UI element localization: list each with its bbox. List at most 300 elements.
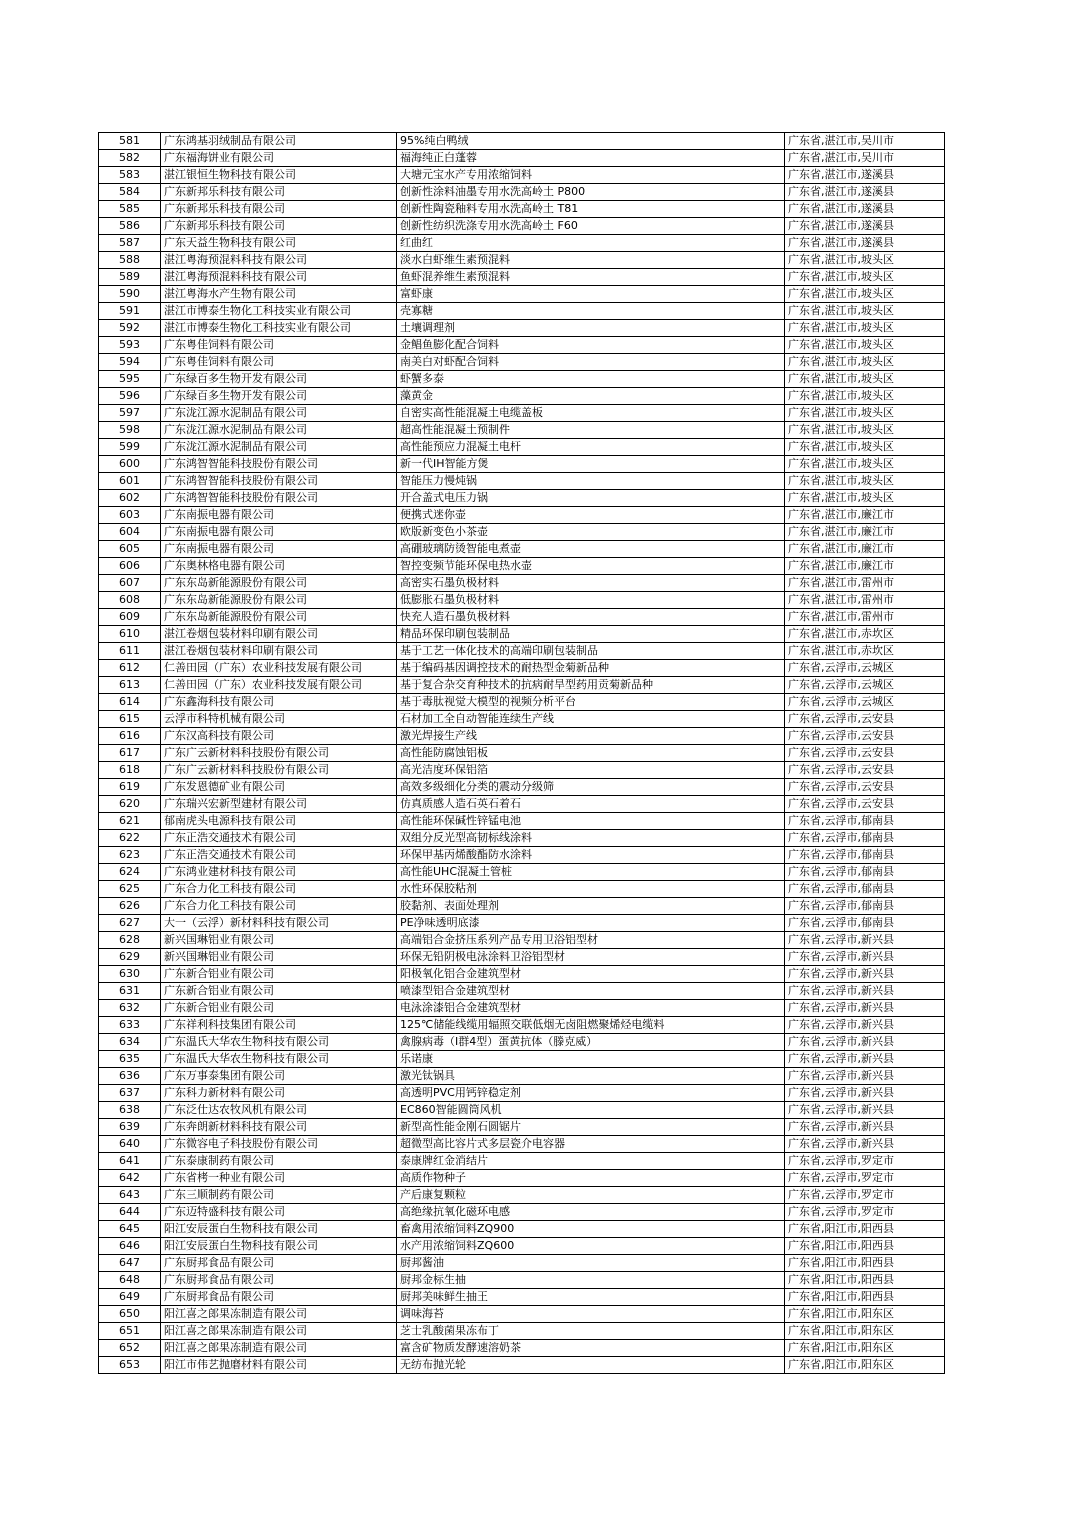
- product-name: 环保甲基丙烯酸酯防水涂料: [397, 847, 785, 864]
- table-row: [99, 1357, 945, 1374]
- row-number: 619: [99, 779, 161, 796]
- region: 广东省,云浮市,云城区: [785, 677, 945, 694]
- region: 广东省,湛江市,雷州市: [785, 609, 945, 626]
- region: 广东省,云浮市,罗定市: [785, 1170, 945, 1187]
- row-number: 651: [99, 1323, 161, 1340]
- product-name: 土壤调理剂: [397, 320, 785, 337]
- row-number: 641: [99, 1153, 161, 1170]
- region: 广东省,云浮市,云安县: [785, 779, 945, 796]
- table-row: [99, 1017, 945, 1034]
- table-row: [99, 1102, 945, 1119]
- company-name: 广东微容电子科技股份有限公司: [161, 1136, 397, 1153]
- region: 广东省,云浮市,云城区: [785, 660, 945, 677]
- table-row: [99, 524, 945, 541]
- company-name: 广东合力化工科技有限公司: [161, 881, 397, 898]
- row-number: 616: [99, 728, 161, 745]
- company-name: 广东合力化工科技有限公司: [161, 898, 397, 915]
- company-name: 广东鸿智智能科技股份有限公司: [161, 490, 397, 507]
- region: 广东省,湛江市,遂溪县: [785, 201, 945, 218]
- product-name: 胶黏剂、表面处理剂: [397, 898, 785, 915]
- company-name: 广东厨邦食品有限公司: [161, 1289, 397, 1306]
- company-name: 阳江喜之郎果冻制造有限公司: [161, 1340, 397, 1357]
- product-name: 高性能预应力混凝土电杆: [397, 439, 785, 456]
- company-name: 广东新合铝业有限公司: [161, 966, 397, 983]
- company-name: 广东鸿智智能科技股份有限公司: [161, 473, 397, 490]
- company-name: 湛江银恒生物科技有限公司: [161, 167, 397, 184]
- region: 广东省,湛江市,坡头区: [785, 439, 945, 456]
- table-row: [99, 1051, 945, 1068]
- product-name: 阳极氧化铝合金建筑型材: [397, 966, 785, 983]
- company-name: 广东泷江源水泥制品有限公司: [161, 439, 397, 456]
- product-name: 双组分反光型高韧标线涂料: [397, 830, 785, 847]
- table-row: [99, 609, 945, 626]
- product-name: 高透明PVC用钙锌稳定剂: [397, 1085, 785, 1102]
- row-number: 602: [99, 490, 161, 507]
- product-name: 基于毒肽视觉大模型的视频分析平台: [397, 694, 785, 711]
- row-number: 622: [99, 830, 161, 847]
- region: 广东省,阳江市,阳东区: [785, 1323, 945, 1340]
- product-name: 产后康复颗粒: [397, 1187, 785, 1204]
- company-name: 广东迈特盛科技有限公司: [161, 1204, 397, 1221]
- region: 广东省,云浮市,新兴县: [785, 966, 945, 983]
- product-name: 富含矿物质发酵速溶奶茶: [397, 1340, 785, 1357]
- product-name: 畜禽用浓缩饲料ZQ900: [397, 1221, 785, 1238]
- row-number: 636: [99, 1068, 161, 1085]
- row-number: 653: [99, 1357, 161, 1374]
- table-row: [99, 762, 945, 779]
- product-name: 新一代IH智能方煲: [397, 456, 785, 473]
- region: 广东省,云浮市,新兴县: [785, 1102, 945, 1119]
- table-row: [99, 1170, 945, 1187]
- company-name: 阳江市伟艺抛磨材料有限公司: [161, 1357, 397, 1374]
- product-name: 南美白对虾配合饲料: [397, 354, 785, 371]
- company-name: 阳江安辰蛋白生物科技有限公司: [161, 1238, 397, 1255]
- company-name: 广东瑞兴宏新型建材有限公司: [161, 796, 397, 813]
- product-name: 金鲳鱼膨化配合饲料: [397, 337, 785, 354]
- row-number: 645: [99, 1221, 161, 1238]
- row-number: 627: [99, 915, 161, 932]
- row-number: 630: [99, 966, 161, 983]
- region: 广东省,湛江市,坡头区: [785, 490, 945, 507]
- table-row: [99, 660, 945, 677]
- company-name: 广东泛仕达农牧风机有限公司: [161, 1102, 397, 1119]
- product-name: 环保无铅阴极电泳涂料卫浴铝型材: [397, 949, 785, 966]
- product-name: 大塘元宝水产专用浓缩饲料: [397, 167, 785, 184]
- region: 广东省,湛江市,遂溪县: [785, 218, 945, 235]
- region: 广东省,湛江市,廉江市: [785, 558, 945, 575]
- product-name: 欧版新变色小茶壶: [397, 524, 785, 541]
- product-name: 高绝缘抗氧化磁环电感: [397, 1204, 785, 1221]
- product-name: 高质作物种子: [397, 1170, 785, 1187]
- row-number: 617: [99, 745, 161, 762]
- company-name: 广东鑫海科技有限公司: [161, 694, 397, 711]
- table-row: [99, 575, 945, 592]
- product-name: 厨邦酱油: [397, 1255, 785, 1272]
- company-name: 阳江喜之郎果冻制造有限公司: [161, 1306, 397, 1323]
- row-number: 596: [99, 388, 161, 405]
- row-number: 586: [99, 218, 161, 235]
- product-name: 高端铝合金挤压系列产品专用卫浴铝型材: [397, 932, 785, 949]
- table-row: [99, 201, 945, 218]
- table-row: [99, 422, 945, 439]
- company-name: 广东万事泰集团有限公司: [161, 1068, 397, 1085]
- table-row: [99, 1272, 945, 1289]
- table-row: [99, 439, 945, 456]
- company-name: 广东泷江源水泥制品有限公司: [161, 422, 397, 439]
- company-name: 广东奥林格电器有限公司: [161, 558, 397, 575]
- row-number: 639: [99, 1119, 161, 1136]
- table-row: [99, 847, 945, 864]
- row-number: 628: [99, 932, 161, 949]
- region: 广东省,湛江市,廉江市: [785, 541, 945, 558]
- product-name: 创新性陶瓷釉料专用水洗高岭土 T81: [397, 201, 785, 218]
- table-row: [99, 1034, 945, 1051]
- region: 广东省,湛江市,坡头区: [785, 405, 945, 422]
- row-number: 583: [99, 167, 161, 184]
- row-number: 631: [99, 983, 161, 1000]
- product-name: 基于编码基因调控技术的耐热型金菊新品种: [397, 660, 785, 677]
- region: 广东省,云浮市,郁南县: [785, 864, 945, 881]
- region: 广东省,湛江市,坡头区: [785, 252, 945, 269]
- table-row: [99, 1068, 945, 1085]
- row-number: 638: [99, 1102, 161, 1119]
- row-number: 606: [99, 558, 161, 575]
- region: 广东省,湛江市,坡头区: [785, 354, 945, 371]
- row-number: 604: [99, 524, 161, 541]
- region: 广东省,云浮市,新兴县: [785, 1051, 945, 1068]
- region: 广东省,云浮市,云安县: [785, 728, 945, 745]
- region: 广东省,云浮市,新兴县: [785, 1119, 945, 1136]
- company-name: 湛江粤海预混料科技有限公司: [161, 269, 397, 286]
- product-name: 禽腺病毒（Ⅰ群4型）蛋黄抗体（滕克威）: [397, 1034, 785, 1051]
- product-name: 新型高性能金刚石圆锯片: [397, 1119, 785, 1136]
- table-row: [99, 983, 945, 1000]
- table-row: [99, 405, 945, 422]
- table-row: [99, 1153, 945, 1170]
- company-name: 广东新合铝业有限公司: [161, 983, 397, 1000]
- product-name: 厨邦金标生抽: [397, 1272, 785, 1289]
- product-name: 芝士乳酸菌果冻布丁: [397, 1323, 785, 1340]
- company-name: 广东温氏大华农生物科技有限公司: [161, 1034, 397, 1051]
- product-name: 激光焊接生产线: [397, 728, 785, 745]
- row-number: 608: [99, 592, 161, 609]
- region: 广东省,阳江市,阳西县: [785, 1221, 945, 1238]
- row-number: 599: [99, 439, 161, 456]
- company-name: 云浮市科特机械有限公司: [161, 711, 397, 728]
- row-number: 588: [99, 252, 161, 269]
- product-name: 红曲红: [397, 235, 785, 252]
- table-row: [99, 898, 945, 915]
- row-number: 644: [99, 1204, 161, 1221]
- region: 广东省,湛江市,坡头区: [785, 371, 945, 388]
- product-name: 基于工艺一体化技术的高端印刷包装制品: [397, 643, 785, 660]
- table-row: [99, 1136, 945, 1153]
- region: 广东省,湛江市,坡头区: [785, 303, 945, 320]
- table-row: [99, 269, 945, 286]
- product-name: 高效多级细化分类的震动分级筛: [397, 779, 785, 796]
- product-name: 淡水白虾维生素预混料: [397, 252, 785, 269]
- region: 广东省,云浮市,新兴县: [785, 1068, 945, 1085]
- product-name: 高密实石墨负极材料: [397, 575, 785, 592]
- table-row: [99, 643, 945, 660]
- row-number: 613: [99, 677, 161, 694]
- region: 广东省,湛江市,遂溪县: [785, 235, 945, 252]
- company-name: 广东新邦乐科技有限公司: [161, 184, 397, 201]
- table-row: [99, 626, 945, 643]
- region: 广东省,云浮市,新兴县: [785, 1136, 945, 1153]
- row-number: 597: [99, 405, 161, 422]
- product-name: 基于复合杂交育种技术的抗病耐旱型药用贡菊新品种: [397, 677, 785, 694]
- row-number: 607: [99, 575, 161, 592]
- table-row: [99, 1306, 945, 1323]
- product-name: 鱼虾混养维生素预混料: [397, 269, 785, 286]
- table-row: [99, 1119, 945, 1136]
- region: 广东省,阳江市,阳西县: [785, 1255, 945, 1272]
- company-name: 广东鸿业建材科技有限公司: [161, 864, 397, 881]
- region: 广东省,湛江市,廉江市: [785, 507, 945, 524]
- company-name: 湛江粤海水产生物有限公司: [161, 286, 397, 303]
- table-row: [99, 541, 945, 558]
- company-name: 广东东岛新能源股份有限公司: [161, 609, 397, 626]
- row-number: 629: [99, 949, 161, 966]
- company-name: 广东奔朗新材料科技有限公司: [161, 1119, 397, 1136]
- company-name: 广东新邦乐科技有限公司: [161, 201, 397, 218]
- company-name: 广东厨邦食品有限公司: [161, 1255, 397, 1272]
- table-row: [99, 320, 945, 337]
- product-name: EC860智能圆筒风机: [397, 1102, 785, 1119]
- row-number: 649: [99, 1289, 161, 1306]
- region: 广东省,云浮市,郁南县: [785, 847, 945, 864]
- product-name: 精品环保印刷包装制品: [397, 626, 785, 643]
- company-name: 湛江卷烟包装材料印刷有限公司: [161, 626, 397, 643]
- product-name: 厨邦美味鲜生抽王: [397, 1289, 785, 1306]
- row-number: 592: [99, 320, 161, 337]
- row-number: 614: [99, 694, 161, 711]
- product-name: 创新性涂料油墨专用水洗高岭土 P800: [397, 184, 785, 201]
- table-row: [99, 745, 945, 762]
- product-name: 125℃储能线缆用辐照交联低烟无卤阻燃聚烯烃电缆料: [397, 1017, 785, 1034]
- company-name: 广东绿百多生物开发有限公司: [161, 388, 397, 405]
- company-name: 广东三顺制药有限公司: [161, 1187, 397, 1204]
- company-name: 广东科力新材料有限公司: [161, 1085, 397, 1102]
- table-row: [99, 354, 945, 371]
- row-number: 591: [99, 303, 161, 320]
- row-number: 643: [99, 1187, 161, 1204]
- row-number: 652: [99, 1340, 161, 1357]
- product-name: 高性能UHC混凝土管桩: [397, 864, 785, 881]
- row-number: 595: [99, 371, 161, 388]
- row-number: 634: [99, 1034, 161, 1051]
- company-name: 广东温氏大华农生物科技有限公司: [161, 1051, 397, 1068]
- region: 广东省,云浮市,新兴县: [785, 1017, 945, 1034]
- product-name: 藻黄金: [397, 388, 785, 405]
- table-row: [99, 150, 945, 167]
- region: 广东省,阳江市,阳东区: [785, 1340, 945, 1357]
- product-name: 高硼玻璃防烫智能电煮壶: [397, 541, 785, 558]
- region: 广东省,湛江市,吴川市: [785, 133, 945, 150]
- product-name: 95%纯白鸭绒: [397, 133, 785, 150]
- product-name: 高性能防腐蚀铝板: [397, 745, 785, 762]
- company-name: 广东粤佳饲料有限公司: [161, 354, 397, 371]
- table-row: [99, 507, 945, 524]
- company-name: 仁善田园（广东）农业科技发展有限公司: [161, 677, 397, 694]
- region: 广东省,湛江市,坡头区: [785, 320, 945, 337]
- row-number: 589: [99, 269, 161, 286]
- region: 广东省,湛江市,坡头区: [785, 286, 945, 303]
- table-row: [99, 371, 945, 388]
- row-number: 647: [99, 1255, 161, 1272]
- company-name: 广东东岛新能源股份有限公司: [161, 592, 397, 609]
- region: 广东省,云浮市,云安县: [785, 711, 945, 728]
- row-number: 642: [99, 1170, 161, 1187]
- table-row: [99, 303, 945, 320]
- region: 广东省,云浮市,郁南县: [785, 915, 945, 932]
- region: 广东省,湛江市,坡头区: [785, 473, 945, 490]
- company-name: 广东东岛新能源股份有限公司: [161, 575, 397, 592]
- company-name: 广东鸿基羽绒制品有限公司: [161, 133, 397, 150]
- region: 广东省,阳江市,阳东区: [785, 1357, 945, 1374]
- region: 广东省,云浮市,郁南县: [785, 898, 945, 915]
- row-number: 612: [99, 660, 161, 677]
- product-name: 电泳涂漆铝合金建筑型材: [397, 1000, 785, 1017]
- company-name: 湛江粤海预混料科技有限公司: [161, 252, 397, 269]
- company-name: 湛江卷烟包装材料印刷有限公司: [161, 643, 397, 660]
- table-row: [99, 167, 945, 184]
- table-row: [99, 235, 945, 252]
- company-name: 广东新合铝业有限公司: [161, 1000, 397, 1017]
- table-row: [99, 388, 945, 405]
- product-name: PE净味透明底漆: [397, 915, 785, 932]
- row-number: 646: [99, 1238, 161, 1255]
- region: 广东省,云浮市,郁南县: [785, 881, 945, 898]
- row-number: 587: [99, 235, 161, 252]
- region: 广东省,湛江市,赤坎区: [785, 643, 945, 660]
- table-row: [99, 1289, 945, 1306]
- company-name: 广东南振电器有限公司: [161, 541, 397, 558]
- row-number: 635: [99, 1051, 161, 1068]
- table-row: [99, 456, 945, 473]
- region: 广东省,云浮市,郁南县: [785, 830, 945, 847]
- region: 广东省,阳江市,阳东区: [785, 1306, 945, 1323]
- product-name: 泰康牌红金消结片: [397, 1153, 785, 1170]
- product-name: 调味海苔: [397, 1306, 785, 1323]
- table-row: [99, 949, 945, 966]
- table-row: [99, 728, 945, 745]
- region: 广东省,云浮市,新兴县: [785, 932, 945, 949]
- company-name: 广东发恩德矿业有限公司: [161, 779, 397, 796]
- row-number: 600: [99, 456, 161, 473]
- table-row: [99, 932, 945, 949]
- region: 广东省,云浮市,云安县: [785, 796, 945, 813]
- row-number: 626: [99, 898, 161, 915]
- table-row: [99, 915, 945, 932]
- row-number: 633: [99, 1017, 161, 1034]
- row-number: 618: [99, 762, 161, 779]
- region: 广东省,云浮市,郁南县: [785, 813, 945, 830]
- row-number: 611: [99, 643, 161, 660]
- table-row: [99, 558, 945, 575]
- row-number: 637: [99, 1085, 161, 1102]
- row-number: 648: [99, 1272, 161, 1289]
- product-name: 智能压力慢炖锅: [397, 473, 785, 490]
- table-row: [99, 830, 945, 847]
- company-name: 广东正浩交通技术有限公司: [161, 847, 397, 864]
- product-name: 超微型高比容片式多层瓷介电容器: [397, 1136, 785, 1153]
- company-name: 广东省栲一种业有限公司: [161, 1170, 397, 1187]
- product-name: 高性能环保碱性锌锰电池: [397, 813, 785, 830]
- product-name: 水产用浓缩饲料ZQ600: [397, 1238, 785, 1255]
- region: 广东省,湛江市,坡头区: [785, 456, 945, 473]
- row-number: 584: [99, 184, 161, 201]
- table-row: [99, 694, 945, 711]
- table-row: [99, 184, 945, 201]
- region: 广东省,湛江市,坡头区: [785, 269, 945, 286]
- region: 广东省,云浮市,罗定市: [785, 1187, 945, 1204]
- product-name: 超高性能混凝土预制件: [397, 422, 785, 439]
- table-row: [99, 864, 945, 881]
- product-name: 水性环保胶粘剂: [397, 881, 785, 898]
- company-name: 广东汉高科技有限公司: [161, 728, 397, 745]
- company-name: 广东天益生物科技有限公司: [161, 235, 397, 252]
- row-number: 615: [99, 711, 161, 728]
- company-name: 广东鸿智智能科技股份有限公司: [161, 456, 397, 473]
- product-name: 福海纯正白蓬蓉: [397, 150, 785, 167]
- company-name: 大一（云浮）新材料科技有限公司: [161, 915, 397, 932]
- row-number: 593: [99, 337, 161, 354]
- table-row: [99, 711, 945, 728]
- region: 广东省,湛江市,赤坎区: [785, 626, 945, 643]
- product-name: 便携式迷你壶: [397, 507, 785, 524]
- row-number: 603: [99, 507, 161, 524]
- table-row: [99, 337, 945, 354]
- row-number: 605: [99, 541, 161, 558]
- company-name: 广东新邦乐科技有限公司: [161, 218, 397, 235]
- company-name: 湛江市博泰生物化工科技实业有限公司: [161, 320, 397, 337]
- table-row: [99, 1255, 945, 1272]
- region: 广东省,湛江市,坡头区: [785, 388, 945, 405]
- company-name: 阳江喜之郎果冻制造有限公司: [161, 1323, 397, 1340]
- row-number: 623: [99, 847, 161, 864]
- table-row: [99, 592, 945, 609]
- row-number: 610: [99, 626, 161, 643]
- region: 广东省,云浮市,新兴县: [785, 949, 945, 966]
- company-name: 广东泷江源水泥制品有限公司: [161, 405, 397, 422]
- table-row: [99, 490, 945, 507]
- row-number: 581: [99, 133, 161, 150]
- table-row: [99, 252, 945, 269]
- region: 广东省,阳江市,阳西县: [785, 1272, 945, 1289]
- region: 广东省,云浮市,新兴县: [785, 1034, 945, 1051]
- company-name: 郁南虎头电源科技有限公司: [161, 813, 397, 830]
- region: 广东省,云浮市,云城区: [785, 694, 945, 711]
- region: 广东省,云浮市,云安县: [785, 762, 945, 779]
- region: 广东省,云浮市,新兴县: [785, 1000, 945, 1017]
- product-name: 仿真质感人造石英石着石: [397, 796, 785, 813]
- company-name: 新兴国琳铝业有限公司: [161, 949, 397, 966]
- row-number: 590: [99, 286, 161, 303]
- region: 广东省,云浮市,罗定市: [785, 1153, 945, 1170]
- row-number: 620: [99, 796, 161, 813]
- table-row: [99, 1085, 945, 1102]
- table-row: [99, 881, 945, 898]
- product-name: 开合盖式电压力锅: [397, 490, 785, 507]
- product-name: 壳寡糖: [397, 303, 785, 320]
- product-name: 富虾康: [397, 286, 785, 303]
- region: 广东省,阳江市,阳西县: [785, 1238, 945, 1255]
- region: 广东省,云浮市,罗定市: [785, 1204, 945, 1221]
- company-name: 广东泰康制药有限公司: [161, 1153, 397, 1170]
- product-name: 高光洁度环保铝箔: [397, 762, 785, 779]
